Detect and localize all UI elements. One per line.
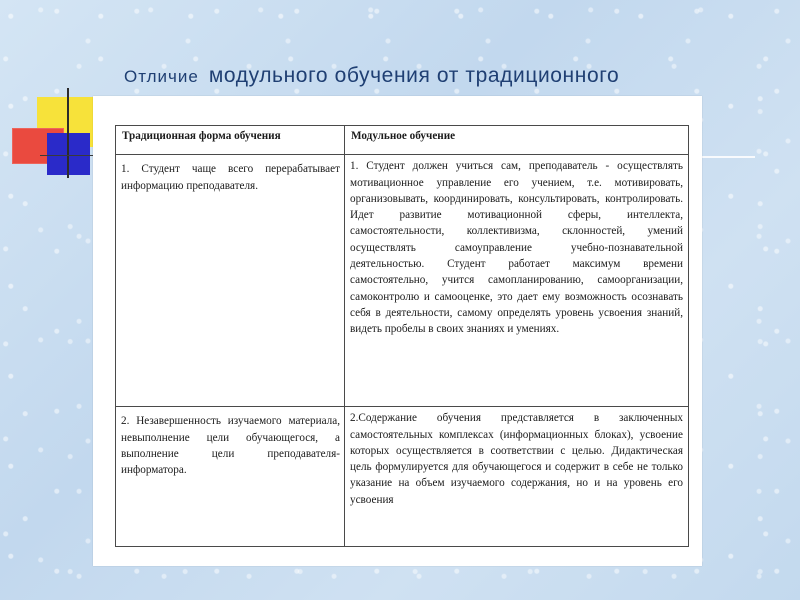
decorative-horizontal-line: [40, 155, 100, 156]
slide-title-part-2: модульного обучения от традиционного: [208, 64, 620, 87]
traditional-cell: 2. Незавершенность изучаемого материала, невыполнение цели обучающегося, а выполнение цели преподавателя-информатора.: [116, 407, 345, 547]
comparison-table: [115, 125, 689, 547]
modular-cell: 1. Студент должен учиться сам, преподаватель - осуществлять мотивационное управление его учением, т.е. мотивировать, организовывать, координировать, консультировать, контролировать. Идет развитие мотивационной сферы, интеллекта, самостоятельности, коллективизма, склонностей, умений осуществлять самоуправление учебно-познавательной деятельностью. Студент работает максимум времени самостоятельно, учится самопланированию, самоорганизации, самоконтролю и самооценке, это дает ему возможность осознавать себя в деятельности, самому определять уровень усвоения знаний, видеть пробелы в своих знаниях и умениях.: [345, 155, 689, 407]
table-row: [116, 155, 689, 407]
column-header-traditional: Традиционная форма обучения: [116, 126, 345, 155]
scanned-document-sheet: [93, 96, 702, 566]
decorative-vertical-line: [67, 88, 69, 178]
table-header-row: [116, 126, 689, 155]
table-row: [116, 407, 689, 547]
slide-title: [124, 64, 800, 88]
traditional-cell: 1. Студент чаще всего перерабатывает информацию преподавателя.: [116, 155, 345, 407]
modular-cell: 2.Содержание обучения представляется в заключенных самостоятельных комплексах (информационных блоках), усвоение которых осуществляется в соответствии с целью. Дидактическая цель формулируется для обучающегося и содержит в себе не только указание на объем изучаемого содержания, но и на уровень его усвоения: [345, 407, 689, 547]
column-header-modular: Модульное обучение: [345, 126, 689, 155]
slide-title-part-1: Отличие: [124, 67, 199, 86]
